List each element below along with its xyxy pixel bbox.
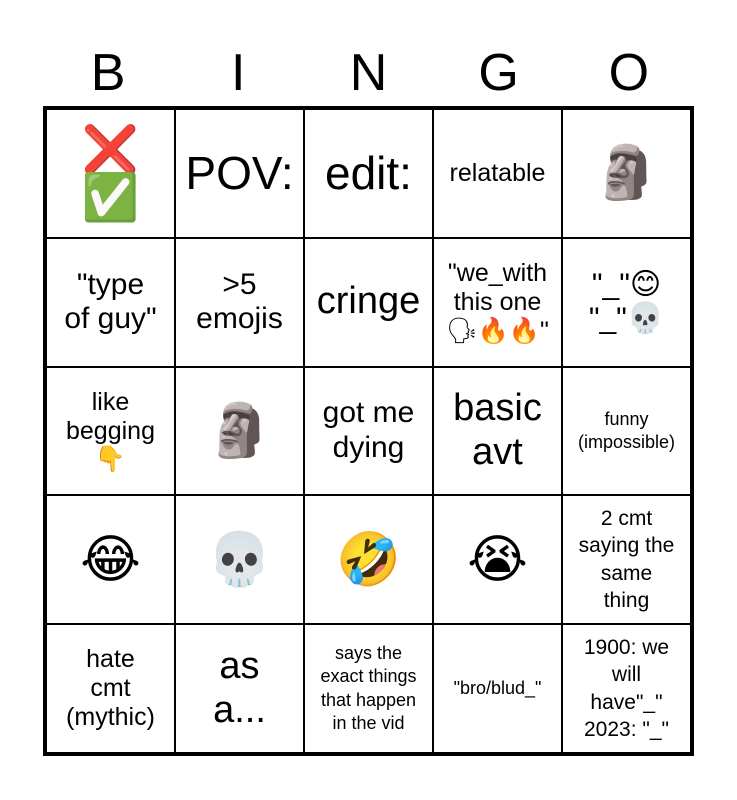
bingo-cell-r1c4[interactable]: [433, 109, 562, 238]
bingo-cell-r2c1[interactable]: [46, 238, 175, 367]
bingo-cell-r3c1[interactable]: [46, 367, 175, 496]
rofl-icon: 🤣: [336, 529, 401, 590]
bingo-cell-r3c3[interactable]: [304, 367, 433, 496]
cell-label: >5 emojis: [196, 267, 283, 336]
bingo-cell-r4c4[interactable]: [433, 495, 562, 624]
cell-label: relatable: [449, 159, 546, 188]
cell-label: funny (impossible): [577, 408, 676, 452]
cell-label: "we_with this one 🗣🔥🔥": [446, 259, 549, 345]
bingo-cell-r5c3[interactable]: [304, 624, 433, 753]
cell-label: as a...: [213, 644, 266, 731]
bingo-cell-r4c3[interactable]: [304, 495, 433, 624]
bingo-cell-r5c4[interactable]: [433, 624, 562, 753]
bingo-cell-r1c2[interactable]: [175, 109, 304, 238]
bingo-cell-r1c3[interactable]: [304, 109, 433, 238]
bingo-cell-r3c4[interactable]: [433, 367, 562, 496]
header-letter-o: O: [608, 44, 650, 102]
cell-label: got me dying: [322, 396, 415, 464]
bingo-cell-r4c5[interactable]: [562, 495, 691, 624]
cell-label: basic avt: [453, 387, 542, 473]
bingo-cell-r3c5[interactable]: [562, 367, 691, 496]
header-letter-g: G: [478, 44, 519, 102]
cell-label: 1900: we will have"_" 2023: "_": [583, 636, 670, 741]
cell-label: edit:: [325, 147, 412, 200]
cell-label: 2 cmt saying the same thing: [578, 507, 675, 613]
cell-label: like begging 👇: [66, 387, 155, 474]
bingo-cell-r2c3[interactable]: [304, 238, 433, 367]
bingo-cell-r5c5[interactable]: [562, 624, 691, 753]
cross-and-check-icons: ❌ ✅: [81, 122, 140, 225]
cell-label: "type of guy": [64, 267, 157, 336]
cell-label: "_"😊 "_"💀: [588, 267, 665, 336]
bingo-cell-r5c1[interactable]: [46, 624, 175, 753]
bingo-board: [43, 106, 694, 756]
tears-of-joy-icon: 😂: [80, 529, 141, 590]
cell-label: cringe: [316, 280, 421, 323]
bingo-cell-r4c2[interactable]: [175, 495, 304, 624]
cell-label: POV:: [185, 147, 294, 200]
crying-icon: 😭: [467, 529, 528, 590]
header-letter-i: I: [231, 44, 246, 102]
bingo-cell-r5c2[interactable]: [175, 624, 304, 753]
bingo-header: [43, 40, 694, 106]
cell-label: says the exact things that happen in the vid: [320, 642, 417, 733]
bingo-cell-r2c4[interactable]: [433, 238, 562, 367]
header-letter-n: N: [349, 44, 388, 102]
moai-icon: 🗿: [207, 400, 272, 461]
cell-label: "bro/blud_": [453, 677, 542, 698]
bingo-cell-r4c1[interactable]: [46, 495, 175, 624]
bingo-cell-r1c1[interactable]: [46, 109, 175, 238]
bingo-cell-r2c2[interactable]: [175, 238, 304, 367]
bingo-cell-r3c2[interactable]: [175, 367, 304, 496]
bingo-cell-r1c5[interactable]: [562, 109, 691, 238]
header-letter-b: B: [90, 44, 126, 102]
moai-icon: 🗿: [594, 143, 659, 204]
bingo-cell-r2c5[interactable]: [562, 238, 691, 367]
skull-icon: 💀: [207, 529, 272, 590]
cell-label: hate cmt (mythic): [66, 645, 155, 731]
